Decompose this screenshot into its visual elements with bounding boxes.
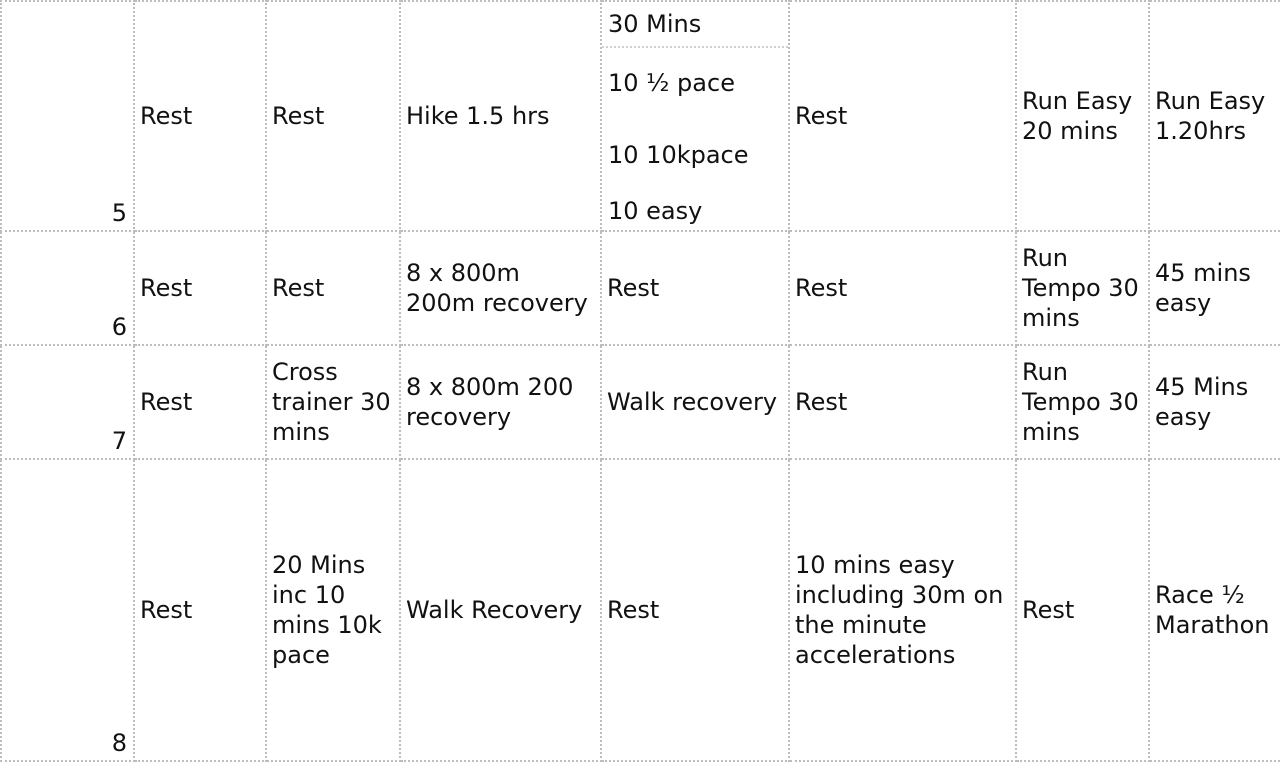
table-cell: Run Easy 1.20hrs [1149,1,1282,231]
table-cell: 45 mins easy [1149,231,1282,345]
table-cell: Rest [601,231,789,345]
table-cell: Run Easy 20 mins [1016,1,1149,231]
table-cell: Rest [789,1,1016,231]
table-row [1,345,1282,459]
week-number: 6 [1,231,134,345]
split-line: 10 easy [608,197,703,225]
split-line: 30 Mins [602,2,788,48]
split-line: 10 10kpace [608,141,749,169]
table-cell: 8 x 800m 200 recovery [400,345,601,459]
table-cell: Cross trainer 30 mins [266,345,400,459]
table-cell: Rest [1016,459,1149,761]
table-cell: Rest [266,1,400,231]
table-cell: Rest [789,345,1016,459]
table-cell: 10 mins easy including 30m on the minute accelerations [789,459,1016,761]
table-cell: 45 Mins easy [1149,345,1282,459]
table-row [1,231,1282,345]
week-number: 7 [1,345,134,459]
week-number: 8 [1,459,134,761]
table-cell: Hike 1.5 hrs [400,1,601,231]
split-cell [601,1,789,231]
table-row [1,459,1282,761]
table-cell: Walk recovery [601,345,789,459]
table-cell: Run Tempo 30 mins [1016,231,1149,345]
table-cell: 20 Mins inc 10 mins 10k pace [266,459,400,761]
table-cell: Run Tempo 30 mins [1016,345,1149,459]
table-cell: Rest [134,1,266,231]
table-cell: Race ½ Marathon [1149,459,1282,761]
table-cell: 8 x 800m 200m recovery [400,231,601,345]
table-cell: Rest [134,459,266,761]
table-cell: Rest [601,459,789,761]
table-cell: Rest [266,231,400,345]
split-line: 10 ½ pace [608,69,735,97]
table-cell: Rest [134,345,266,459]
table-cell: Rest [134,231,266,345]
table-row [1,1,1282,231]
week-number: 5 [1,1,134,231]
table-cell: Walk Recovery [400,459,601,761]
table-cell: Rest [789,231,1016,345]
